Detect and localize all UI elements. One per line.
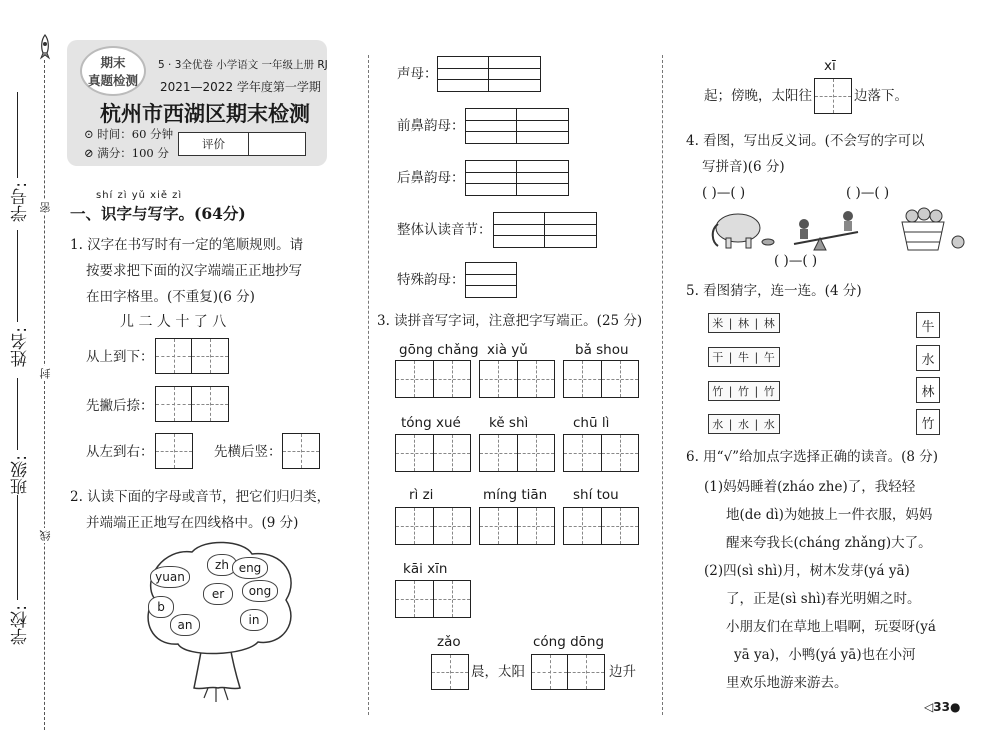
tianzige-left-right[interactable]	[155, 433, 193, 469]
q6-s1c: 醒来夸我长(cháng zhǎng)大了。	[726, 535, 932, 551]
apple-eng: eng	[232, 557, 268, 579]
q5-answer-niu[interactable]: 牛	[916, 312, 940, 338]
name-line	[17, 230, 18, 322]
column-left	[62, 0, 362, 747]
exam-badge	[80, 46, 146, 96]
score-text: 满分：100 分	[97, 146, 169, 160]
q5-answer-lin[interactable]: 林	[916, 377, 940, 403]
q5-option-3[interactable]: 竹 | 竹 | 竹	[708, 381, 780, 401]
q6-body	[704, 473, 936, 697]
page-number	[924, 700, 960, 714]
label-left-right: 从左到右：	[86, 444, 154, 460]
score-label	[84, 147, 169, 161]
q3-pinyin-8: míng tiān	[483, 487, 548, 503]
apple-an: an	[170, 614, 200, 636]
q2-line2: 并端端正正地写在四线格中。(9 分)	[86, 515, 299, 531]
series-label: 5 · 3全优卷 小学语文 一年级上册 RJ	[158, 59, 328, 71]
cat-teshu-label: 特殊韵母：	[397, 272, 465, 288]
apple-b: b	[148, 596, 174, 618]
q3-cont-post: 边落下。	[854, 88, 908, 104]
q3-pinyin-1: gōng chǎng	[399, 342, 479, 358]
tianzige-top-down[interactable]	[155, 338, 229, 374]
four-line-teshu[interactable]	[465, 262, 517, 298]
term-label: 2021—2022 学年度第一学期	[160, 80, 321, 94]
q6-s1a: (1)妈妈睡着(zháo zhe)了，我轻轻	[704, 479, 916, 495]
q1-chars: 儿 二 人 十 了 八	[120, 314, 227, 330]
apple-yuan: yuan	[150, 566, 190, 588]
q4-pair-1: ( )—( )	[702, 185, 746, 201]
q5-option-2[interactable]: 干 | 牛 | 午	[708, 347, 780, 367]
four-line-zhengti[interactable]	[493, 212, 597, 248]
four-line-zhengti-divider	[544, 212, 545, 248]
q3-box-shitou[interactable]	[563, 507, 639, 545]
q3-pinyin-5: kě shì	[489, 415, 529, 431]
seal-xian: 线	[39, 530, 52, 541]
q3-box-kaixin[interactable]	[395, 580, 471, 618]
apple-ong: ong	[242, 580, 278, 602]
q3-sentence-end: 边升	[609, 664, 636, 680]
q6-s2a: (2)四(sì shì)月，树木发芽(yá yā)	[704, 563, 910, 579]
q5-option-1[interactable]: 米 | 林 | 林	[708, 313, 780, 333]
q3-pinyin-4: tóng xué	[401, 415, 461, 431]
q3-box-bashou[interactable]	[563, 360, 639, 398]
q3-pinyin-xi: xī	[824, 58, 836, 74]
label-top-down: 从上到下：	[86, 349, 154, 365]
class-line	[17, 378, 18, 450]
q6-s1b: 地(de dì)为她披上一件衣服，妈妈	[726, 507, 933, 523]
q3-pinyin-2: xià yǔ	[487, 342, 528, 358]
q3-box-rizi[interactable]	[395, 507, 471, 545]
q4-line2: 写拼音)(6 分)	[702, 159, 785, 175]
q3-pinyin-7: rì zi	[409, 487, 434, 503]
q2-line1: 2. 认读下面的字母或音节，把它们归归类，	[70, 489, 331, 505]
seal-feng: 封	[39, 368, 52, 379]
column-divider-2	[662, 55, 663, 715]
page-arrow-icon: ◁	[924, 700, 934, 714]
q3-box-chuli[interactable]	[563, 434, 639, 472]
q5-option-4[interactable]: 水 | 水 | 水	[708, 414, 780, 434]
antonym-pictures	[708, 206, 968, 252]
seal-mi: 密	[39, 202, 52, 213]
apple-er: er	[203, 583, 233, 605]
label-heng-shu: 先横后竖：	[214, 444, 282, 460]
school-label: 学校:	[11, 605, 31, 645]
label-pie-na: 先撇后捺：	[86, 398, 154, 414]
q1-line2: 按要求把下面的汉字端端正正地抄写	[86, 263, 302, 279]
four-line-shengmu-divider	[488, 56, 489, 92]
tianzige-heng-shu[interactable]	[282, 433, 320, 469]
tianzige-pie-na[interactable]	[155, 386, 229, 422]
q1-line3: 在田字格里。(不重复)(6 分)	[86, 289, 255, 305]
name-label: 姓名:	[11, 327, 31, 367]
q3-box-zao[interactable]	[431, 654, 469, 690]
exam-title: 杭州市西湖区期末检测	[100, 102, 310, 126]
page-number-text: 33	[933, 700, 950, 714]
cat-shengmu-label: 声母：	[397, 66, 438, 82]
q3-pinyin-zao: zǎo	[437, 634, 461, 650]
cat-houbi-label: 后鼻韵母：	[397, 170, 465, 186]
q3-box-tongxue[interactable]	[395, 434, 471, 472]
badge-line1: 期末	[100, 55, 126, 70]
q6-s2e: 里欢乐地游来游去。	[726, 675, 848, 691]
q1-prompt	[70, 232, 303, 310]
section1-title: 一、识字与写字。(64分)	[70, 204, 246, 223]
q5-answer-shui[interactable]: 水	[916, 345, 940, 371]
q3-title: 3. 读拼音写字词，注意把字写端正。(25 分)	[377, 313, 643, 329]
q6-s2d: yā ya)，小鸭(yá yā)也在小河	[734, 647, 916, 663]
eval-box	[178, 132, 306, 156]
q3-pinyin-10: kāi xīn	[403, 561, 448, 577]
badge-line2: 真题检测	[87, 73, 138, 88]
clock-icon: ⊙	[84, 127, 94, 141]
q2-prompt	[70, 484, 330, 536]
q3-box-keshi[interactable]	[479, 434, 555, 472]
column-middle	[375, 0, 655, 747]
q3-box-xi[interactable]	[814, 78, 852, 114]
rocket-icon	[36, 34, 54, 60]
time-text: 时间：60 分钟	[97, 127, 174, 141]
binding-dash-line	[44, 60, 45, 730]
q4-pair-3: ( )—( )	[774, 253, 818, 269]
binding-margin	[0, 0, 62, 747]
q5-title: 5. 看图猜字，连一连。(4 分)	[686, 283, 862, 299]
apple-in: in	[240, 609, 268, 631]
section1-pinyin: shí zì yǔ xiě zì	[96, 190, 183, 201]
cat-qianbi-label: 前鼻韵母：	[397, 118, 465, 134]
eval-label: 评价	[179, 133, 249, 155]
q3-box-xiayu[interactable]	[479, 360, 555, 398]
q3-cont-pre: 起；傍晚，太阳往	[704, 88, 812, 104]
q3-sentence-mid: 晨，太阳	[471, 664, 525, 680]
student-no-label: 学号:	[11, 182, 31, 222]
q3-pinyin-congdong: cóng dōng	[533, 634, 605, 650]
cat-zhengti-label: 整体认读音节：	[397, 222, 492, 238]
q4-prompt	[686, 128, 924, 180]
q3-pinyin-6: chū lì	[573, 415, 610, 431]
school-line	[17, 495, 18, 600]
apple-zh: zh	[207, 554, 237, 576]
q5-answer-zhu[interactable]: 竹	[916, 409, 940, 435]
four-line-qianbi[interactable]	[465, 108, 569, 144]
q3-box-mingtian[interactable]	[479, 507, 555, 545]
time-label	[84, 128, 173, 142]
four-line-qianbi-divider	[516, 108, 517, 144]
four-line-houbi-divider	[516, 160, 517, 196]
q3-pinyin-3: bǎ shou	[575, 342, 629, 358]
column-right	[668, 0, 988, 747]
student-no-line	[17, 92, 18, 178]
column-divider-1	[368, 55, 369, 715]
class-label: 班级:	[11, 455, 31, 495]
q6-title: 6. 用“√”给加点字选择正确的读音。(8 分)	[686, 449, 938, 465]
q6-s2b: 了，正是(sì shì)春光明媚之时。	[726, 591, 921, 607]
four-line-shengmu[interactable]	[437, 56, 541, 92]
four-line-houbi[interactable]	[465, 160, 569, 196]
q3-box-gongchang[interactable]	[395, 360, 471, 398]
q3-pinyin-9: shí tou	[573, 487, 619, 503]
q6-s2c: 小朋友们在草地上唱啊，玩耍呀(yá	[726, 619, 936, 635]
q4-line1: 4. 看图，写出反义词。(不会写的字可以	[686, 133, 925, 149]
q1-line1: 1. 汉字在书写时有一定的笔顺规则。请	[70, 237, 304, 253]
page-dot-icon: ●	[949, 700, 961, 714]
q3-box-congdong[interactable]	[531, 654, 605, 690]
check-circle-icon: ⊘	[84, 146, 94, 160]
q4-pair-2: ( )—( )	[846, 185, 890, 201]
